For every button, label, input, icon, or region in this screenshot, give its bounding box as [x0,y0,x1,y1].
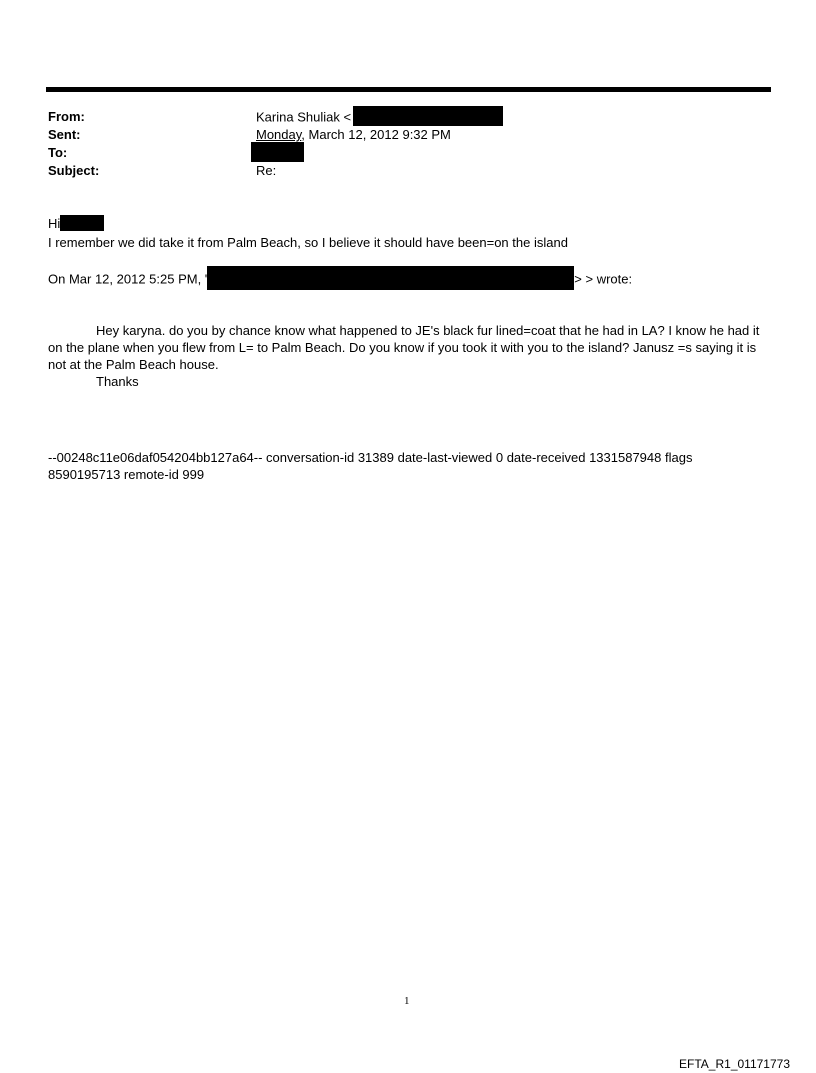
sent-row [48,126,768,144]
to-row [48,144,768,162]
from-row [48,108,768,126]
bates-number: EFTA_R1_01171773 [679,1057,790,1071]
redaction-box [353,106,503,126]
sent-day: Monday [256,127,302,142]
to-label: To: [48,145,68,160]
message-metadata: --00248c11e06daf054204bb127a64-- conversation-id 31389 date-last-viewed 0 date-received 1331587948 flags 8590195713 remote-id 999 [48,450,693,482]
subject-value: Re: [256,163,277,178]
from-value [256,108,503,128]
from-label: From: [48,109,85,124]
quoted-paragraph: Hey karyna. do you by chance know what happened to JE's black fur lined=coat that he had in LA? I know he had it on the plane when you flew from L= to Palm Beach. Do you know if you took it with you to the island? Janusz =s saying it is not at the Palm Beach house. [48,323,760,372]
to-value [256,144,304,164]
greeting-text: Hi [48,216,61,231]
sent-date: , March 12, 2012 9:32 PM [301,127,451,142]
redaction-box [207,266,574,290]
subject-label: Subject: [48,163,100,178]
redaction-box [60,215,104,231]
greeting-line [48,215,778,233]
quoted-message [48,322,773,390]
quote-suffix: > > wrote: [574,271,633,287]
reply-text: I remember we did take it from Palm Beach, so I believe it should have been=on the island [48,235,568,250]
subject-row [48,162,768,180]
redaction-box [251,142,304,162]
quote-intro: On Mar 12, 2012 5:25 PM, ' [48,271,208,287]
quote-attribution [48,268,778,292]
from-name: Karina Shuliak < [256,109,352,125]
quoted-signoff: Thanks [96,374,139,389]
sent-label: Sent: [48,127,81,142]
page-number: 1 [404,995,410,1007]
header-rule [46,87,771,92]
email-header [48,108,768,180]
